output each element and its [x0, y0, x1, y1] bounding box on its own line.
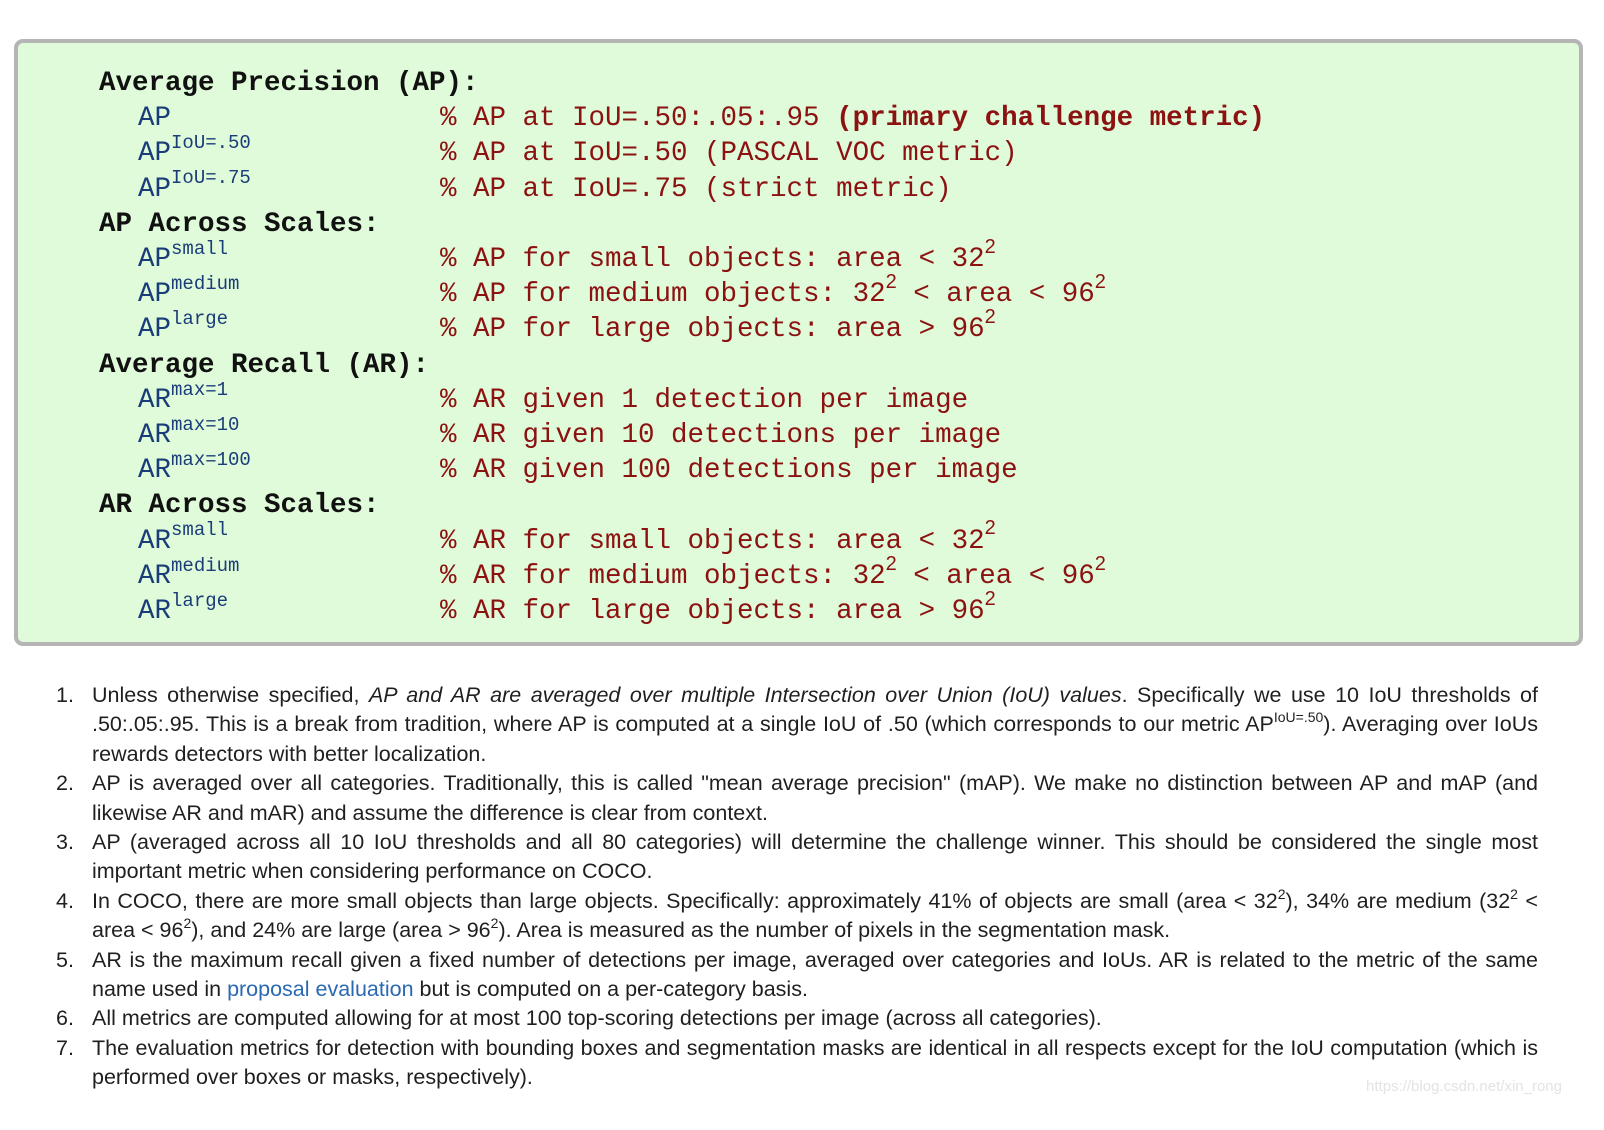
watermark: https://blog.csdn.net/xin_rong	[1366, 1078, 1562, 1095]
metric-base: AR	[138, 420, 172, 451]
metric-name	[138, 237, 229, 275]
metric-superscript: small	[171, 519, 229, 542]
metric-row	[138, 449, 1018, 488]
metric-description: % AP for small objects: area < $32^2$	[440, 235, 996, 275]
note-text: All metrics are computed allowing for at most 100 top-scoring detections per image (across all categories).	[92, 1006, 1102, 1031]
metric-description: % AP at IoU=.50:.05:.95 (primary challenge metric)	[440, 103, 1266, 135]
note-item	[56, 681, 1538, 769]
metric-row	[138, 517, 996, 559]
metric-superscript: max=1	[171, 378, 229, 401]
note-text: In COCO, there are more small objects than large objects. Specifically: approximately 41% of objects are small (area < $32^2$), 34% are medium ($32^2$ < area < $96^2$), and 24% are large (area > $96^2$). Area is measured as the number of pixels in the segmentation mask.	[92, 885, 1538, 943]
metric-superscript: large	[171, 589, 229, 612]
metric-base: AP	[138, 173, 172, 205]
metric-name	[138, 132, 251, 170]
metric-description: % AP at IoU=.75 (strict metric)	[440, 173, 952, 205]
metric-superscript: large	[171, 308, 229, 331]
metric-row	[138, 235, 996, 277]
metric-row	[138, 306, 996, 347]
note-number: 6.	[56, 1006, 74, 1031]
note-text: AP is averaged over all categories. Traditionally, this is called "mean average precision" (mAP). We make no distinction between AP and mAP (and likewise AR and mAR) and assume the difference is clear from context.	[92, 771, 1538, 825]
metric-row	[138, 167, 952, 207]
metrics-definition-box	[14, 39, 1583, 646]
metric-base: AR	[138, 596, 172, 627]
metric-name	[138, 103, 171, 134]
metric-name	[138, 589, 229, 627]
note-number: 4.	[56, 888, 74, 913]
note-item	[56, 828, 1538, 887]
metric-base: AR	[138, 455, 172, 487]
metric-description: % AR given 10 detections per image	[440, 420, 1002, 451]
note-item	[56, 887, 1538, 946]
metric-description: % AR given 100 detections per image	[440, 455, 1018, 487]
metric-description: % AR for large objects: area > $96^2$	[440, 587, 996, 627]
metric-superscript: max=100	[171, 449, 251, 472]
metric-row	[138, 587, 996, 629]
note-number: 1.	[56, 683, 74, 707]
metric-superscript: medium	[171, 554, 240, 577]
metric-name	[138, 308, 229, 346]
metric-name	[138, 273, 240, 311]
metric-row	[138, 413, 1002, 453]
metric-superscript: max=10	[171, 413, 240, 436]
note-item	[56, 1004, 1538, 1033]
metric-row	[138, 378, 969, 418]
metric-superscript: IoU=.75	[171, 167, 251, 190]
metric-base: AR	[138, 525, 172, 557]
note-text: AR is the maximum recall given a fixed number of detections per image, averaged over categories and IoUs. AR is related to the metric of the same name used in proposal evaluation but is computed on a per-category basis.	[92, 947, 1538, 1002]
metric-name	[138, 167, 251, 205]
metric-row	[138, 101, 1266, 136]
note-text: Unless otherwise specified, AP and AR are averaged over multiple Intersection over Union (IoU) values. Specifically we use 10 IoU thresholds of .50:.05:.95. This is a break from tradition, where AP is computed at a single IoU of .50 (which corresponds to our metric $AP^{IoU=.50}$). Averaging over IoUs rewards detectors with better localization.	[92, 683, 1539, 766]
note-text: AP (averaged across all 10 IoU thresholds and all 80 categories) will determine the challenge winner. This should be considered the single most important metric when considering performance on COCO.	[92, 830, 1538, 884]
metric-row	[138, 271, 1106, 312]
metric-description: % AP for medium objects: $32^2$ < area < $96^2$	[440, 271, 1106, 311]
metric-description: % AR given 1 detection per image	[440, 384, 969, 416]
metric-name	[138, 519, 229, 557]
metric-base: AR	[138, 384, 172, 416]
metric-name	[138, 378, 229, 416]
metric-name	[138, 449, 251, 487]
metric-base: AR	[138, 560, 172, 592]
note-number: 3.	[56, 830, 74, 855]
note-item	[56, 946, 1538, 1005]
proposal-evaluation-link[interactable]: proposal evaluation	[227, 977, 414, 1002]
metric-base: AP	[138, 279, 172, 311]
note-number: 5.	[56, 947, 74, 972]
metric-row	[138, 552, 1106, 594]
section-heading: AR Across Scales:	[99, 490, 380, 522]
metric-name	[138, 413, 240, 451]
metric-description: % AP for large objects: area > $96^2$	[440, 306, 996, 346]
metric-description: % AR for small objects: area < $32^2$	[440, 517, 996, 557]
section-heading: AP Across Scales:	[99, 208, 380, 240]
metric-description: % AR for medium objects: $32^2$ < area < $96^2$	[440, 552, 1106, 592]
metric-base: AP	[138, 314, 172, 346]
metric-name	[138, 554, 240, 592]
note-number: 7.	[56, 1035, 74, 1060]
note-item	[56, 1034, 1538, 1093]
note-text: The evaluation metrics for detection with bounding boxes and segmentation masks are identical in all respects except for the IoU computation (which is performed over boxes or masks, respectively).	[92, 1035, 1538, 1090]
notes-list	[56, 681, 1538, 1093]
metric-superscript: small	[171, 237, 229, 260]
section-heading: Average Recall (AR):	[99, 349, 430, 381]
metric-superscript: IoU=.50	[171, 132, 251, 155]
metric-description: % AP at IoU=.50 (PASCAL VOC metric)	[440, 138, 1018, 170]
metric-base: AP	[138, 244, 172, 275]
section-heading: Average Precision (AP):	[99, 68, 479, 99]
note-item	[56, 769, 1538, 828]
note-number: 2.	[56, 771, 74, 796]
metric-base: AP	[138, 103, 172, 135]
metric-highlight: (primary challenge metric)	[836, 103, 1266, 135]
metric-base: AP	[138, 138, 172, 170]
metric-superscript: medium	[171, 273, 240, 296]
